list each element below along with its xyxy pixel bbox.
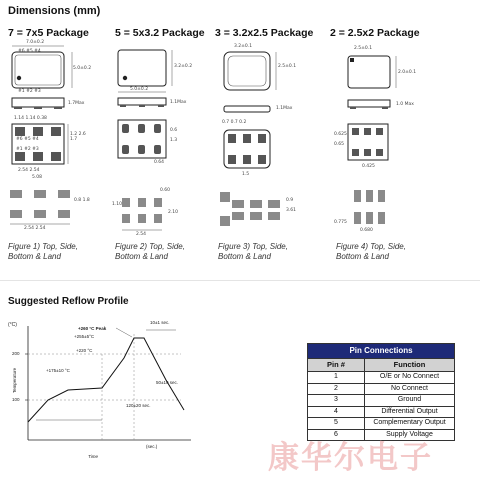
fig2-land-bottom: 2.54 xyxy=(136,232,147,237)
figure-1-drawings xyxy=(6,40,98,240)
package-label-5x3-2: 5 = 5x3.2 Package xyxy=(115,27,205,39)
fig4-bottom-c: 0.425 xyxy=(362,164,375,169)
fig4-bottom-view xyxy=(334,118,444,168)
fig2-top-view xyxy=(112,40,210,96)
pin-function: Differential Output xyxy=(365,406,455,418)
reflow-chart-svg xyxy=(6,318,196,468)
fig3-side-view xyxy=(216,104,316,116)
fig1-land-pattern xyxy=(6,186,98,228)
fig4-bottom-b: 0.65 xyxy=(334,142,345,147)
pin-number: 2 xyxy=(308,383,365,395)
figure-3-caption: Figure 3) Top, Side, Bottom & Land xyxy=(218,242,288,261)
reflow-chart xyxy=(6,318,196,468)
pin-number: 1 xyxy=(308,372,365,384)
figure-2-caption: Figure 2) Top, Side, Bottom & Land xyxy=(115,242,185,261)
fig2-land-top: 0.60 xyxy=(160,188,171,193)
fig1-bottom-pins-bottom: #1 #2 #3 xyxy=(16,147,39,152)
fig2-top-width: 5.0±0.2 xyxy=(130,87,149,92)
package-label-3-2x2-5: 3 = 3.2x2.5 Package xyxy=(215,27,314,39)
fig3-land-a: 0.9 xyxy=(286,198,294,203)
fig2-land-left: 1.10 xyxy=(112,202,123,207)
fig3-land-pattern xyxy=(216,190,316,230)
fig2-top-height: 3.2±0.2 xyxy=(174,64,193,69)
fig3-top-height: 2.5±0.1 xyxy=(278,64,297,69)
fig1-top-pins-top: #6 #5 #4 xyxy=(18,49,41,54)
fig3-land-b: 3.61 xyxy=(286,208,297,213)
reflow-t175: +175±10 °C xyxy=(46,368,70,373)
reflow-xlabel: Time xyxy=(88,454,98,459)
pin-number: 5 xyxy=(308,418,365,430)
table-row xyxy=(308,406,455,418)
fig1-bottom-pins-top: #6 #5 #4 xyxy=(16,137,39,142)
fig4-top-view xyxy=(334,52,444,92)
fig1-land-a: 2.54 2.54 xyxy=(24,226,46,231)
fig1-bottom-top-dims: 1.14 1.14 0.38 xyxy=(14,116,47,121)
fig1-top-height: 5.0±0.2 xyxy=(73,66,92,71)
reflow-ytick-100: 100 xyxy=(12,397,20,402)
fig3-bottom-view xyxy=(216,128,316,172)
figure-4-caption: Figure 4) Top, Side, Bottom & Land xyxy=(336,242,406,261)
package-label-7x5: 7 = 7x5 Package xyxy=(8,27,89,39)
reflow-t255: +255±5°C xyxy=(74,334,95,339)
pin-function: Supply Voltage xyxy=(365,429,455,441)
fig1-side-height: 1.7Max xyxy=(68,101,85,106)
pin-table-title: Pin Connections xyxy=(308,344,455,359)
fig2-bottom-a: 0.6 xyxy=(170,128,178,133)
section-divider xyxy=(0,280,480,281)
reflow-x-unit: (sec.) xyxy=(146,444,158,449)
fig2-bottom-view xyxy=(112,116,210,166)
fig4-bottom-a: 0.625 xyxy=(334,132,347,137)
reflow-unit: (°C) xyxy=(8,322,17,328)
pin-number: 4 xyxy=(308,406,365,418)
fig4-side-height: 1.0 Max xyxy=(396,102,414,107)
fig2-bottom-b: 1.3 xyxy=(170,138,178,143)
pin-number: 3 xyxy=(308,395,365,407)
fig3-top-width: 3.2±0.1 xyxy=(234,44,253,49)
fig2-side-height: 1.1Max xyxy=(170,100,187,105)
reflow-preheat: 120±20 sec. xyxy=(126,403,151,408)
figure-1-caption: Figure 1) Top, Side, Bottom & Land xyxy=(8,242,78,261)
dimensions-title: Dimensions (mm) xyxy=(8,5,101,17)
fig4-top-height: 2.0±0.1 xyxy=(398,70,417,75)
reflow-peak: +260 °C Peak xyxy=(78,326,107,331)
fig4-land-pattern xyxy=(334,188,444,234)
pin-function: O/E or No Connect xyxy=(365,372,455,384)
fig1-bottom-pitch: 2.54 2.54 xyxy=(18,168,40,173)
table-row xyxy=(308,418,455,430)
reflow-hold: 10±1 sec. xyxy=(150,320,170,325)
pin-function: Ground xyxy=(365,395,455,407)
fig3-top-view xyxy=(216,48,316,96)
pin-number: 6 xyxy=(308,429,365,441)
fig2-land-right: 2.10 xyxy=(168,210,179,215)
figure-4-drawings xyxy=(334,40,444,240)
reflow-title: Suggested Reflow Profile xyxy=(8,296,129,307)
fig1-bottom-right-dims: 1.2 2.6 1.7 xyxy=(70,132,86,142)
fig4-top-width: 2.5±0.1 xyxy=(354,46,373,51)
fig3-bottom-top-dims: 0.7 0.7 0.2 xyxy=(222,120,247,125)
figure-3-drawings xyxy=(216,40,316,240)
fig3-side-height: 1.1Max xyxy=(276,106,293,111)
table-row xyxy=(308,395,455,407)
table-row xyxy=(308,372,455,384)
reflow-ylabel: Temperature xyxy=(12,367,18,394)
fig4-side-view xyxy=(334,98,444,112)
fig2-side-view xyxy=(112,96,210,110)
fig2-bottom-c: 0.64 xyxy=(154,160,165,165)
fig1-bottom-width: 5.08 xyxy=(32,175,43,180)
fig4-land-a: 0.775 xyxy=(334,220,347,225)
package-label-2-5x2: 2 = 2.5x2 Package xyxy=(330,27,420,39)
figure-2-drawings xyxy=(112,40,210,240)
pin-table-header-pin: Pin # xyxy=(308,359,365,372)
reflow-t220: +220 °C xyxy=(76,348,93,353)
fig3-bottom-width: 1.5 xyxy=(242,172,250,177)
pin-function: Complementary Output xyxy=(365,418,455,430)
fig4-land-b: 0.680 xyxy=(360,228,373,233)
reflow-ytick-200: 200 xyxy=(12,351,20,356)
pin-connections-table xyxy=(307,343,455,441)
reflow-ramp-time: 50±10 sec. xyxy=(156,380,178,385)
pin-function: No Connect xyxy=(365,383,455,395)
fig2-land-pattern xyxy=(112,194,210,234)
fig1-land-b: 0.8 1.8 xyxy=(74,198,90,203)
pin-table-header-function: Function xyxy=(365,359,455,372)
table-row xyxy=(308,383,455,395)
fig1-top-width: 7.0±0.2 xyxy=(26,40,45,45)
watermark: 康华尔电子 xyxy=(268,440,433,476)
fig1-top-pins-bottom: #1 #2 #3 xyxy=(18,89,41,94)
